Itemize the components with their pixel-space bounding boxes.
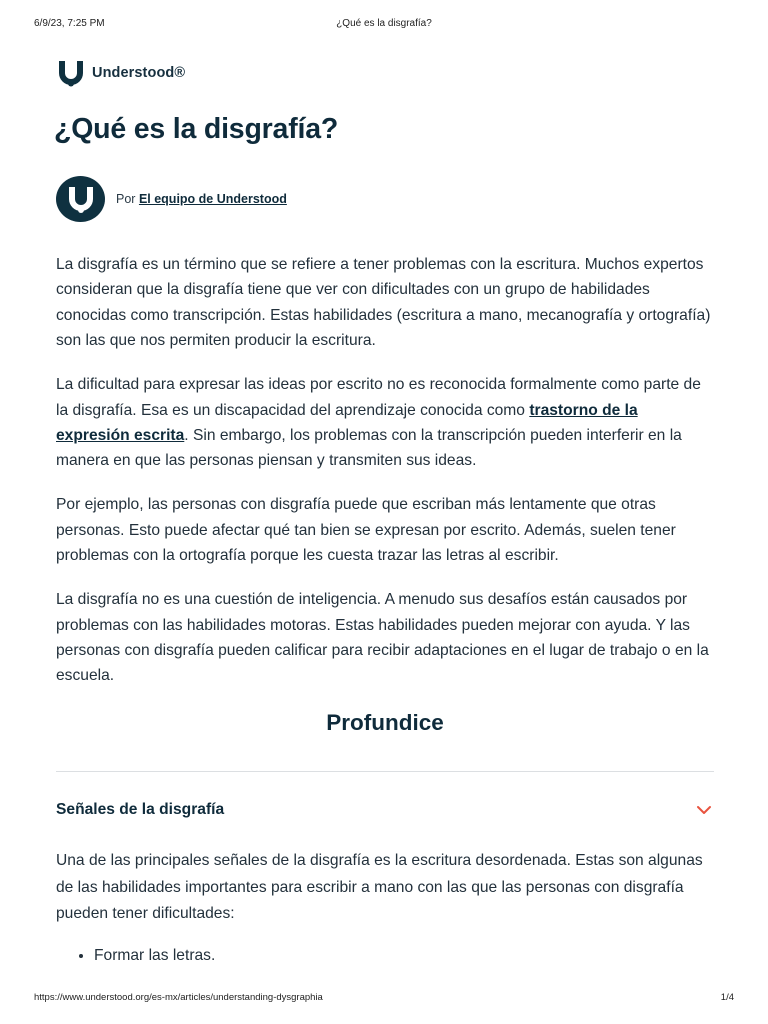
accordion-intro: Una de las principales señales de la disgrafía es la escritura desordenada. Estas son algunas de las habilidades importantes para escribir a mano con las que las personas con disgrafía pueden tener dificultades: (56, 852, 703, 922)
paragraph-4: La disgrafía no es una cuestión de inteligencia. A menudo sus desafíos están causados por problemas con las habilidades motoras. Estas habilidades pueden mejorar con ayuda. Y las personas con disgrafía pueden calificar para recibir adaptaciones en el lugar de trabajo o en la escuela. (56, 591, 709, 685)
byline (116, 192, 287, 206)
byline-prefix: Por (116, 192, 136, 206)
author-avatar (56, 176, 105, 222)
paragraph-2-before: La dificultad para expresar las ideas por escrito no es reconocida formalmente como parte de la disgrafía. Esa es un discapacidad del aprendizaje conocida como (56, 376, 701, 419)
print-header (34, 18, 734, 30)
chevron-down-icon (696, 805, 712, 815)
print-url: https://www.understood.org/es-mx/articles/understanding-dysgraphia (34, 992, 323, 1003)
understood-logo[interactable] (56, 58, 714, 88)
accordion-content (56, 848, 714, 969)
article-container (54, 58, 714, 964)
article-title: ¿Qué es la disgrafía? (54, 113, 339, 145)
brand-name: Understood® (92, 65, 186, 81)
signs-list (56, 943, 714, 970)
print-doc-title: ¿Qué es la disgrafía? (336, 18, 432, 29)
understood-avatar-icon (65, 184, 97, 214)
list-item: • Formar las letras. (94, 943, 714, 970)
section-title: Profundice (326, 710, 444, 735)
article-body (56, 252, 714, 707)
print-page-number: 1/4 (720, 992, 734, 1003)
print-datetime: 6/9/23, 7:25 PM (34, 18, 105, 29)
paragraph-2 (56, 372, 714, 474)
print-footer (34, 992, 734, 1004)
accordion-signs-toggle[interactable] (56, 798, 714, 822)
understood-logo-icon (56, 59, 86, 87)
paragraph-1: La disgrafía es un término que se refiere a tener problemas con la escritura. Muchos expertos consideran que la disgrafía tiene que ver con dificultades con un grupo de habilidades conocidas como transcripción. Estas habilidades (escritura a mano, mecanografía y ortografía) son las que nos permiten producir la escritura. (56, 256, 711, 350)
paragraph-3: Por ejemplo, las personas con disgrafía puede que escriban más lentamente que otras personas. Esto puede afectar qué tan bien se expresan por escrito. Además, suelen tener problemas con la ortografía porque les cuesta trazar las letras al escribir. (56, 496, 676, 565)
author-block (56, 176, 287, 222)
author-link[interactable]: El equipo de Understood (138, 192, 287, 206)
accordion-label: Señales de la disgrafía (56, 801, 225, 818)
section-divider (56, 771, 714, 772)
written-expression-disorder-link[interactable]: trastorno de la expresión escrita (56, 401, 638, 445)
paragraph-2-after: . Sin embargo, los problemas con la transcripción pueden interferir en la manera en que las personas piensan y transmiten sus ideas. (56, 427, 682, 470)
